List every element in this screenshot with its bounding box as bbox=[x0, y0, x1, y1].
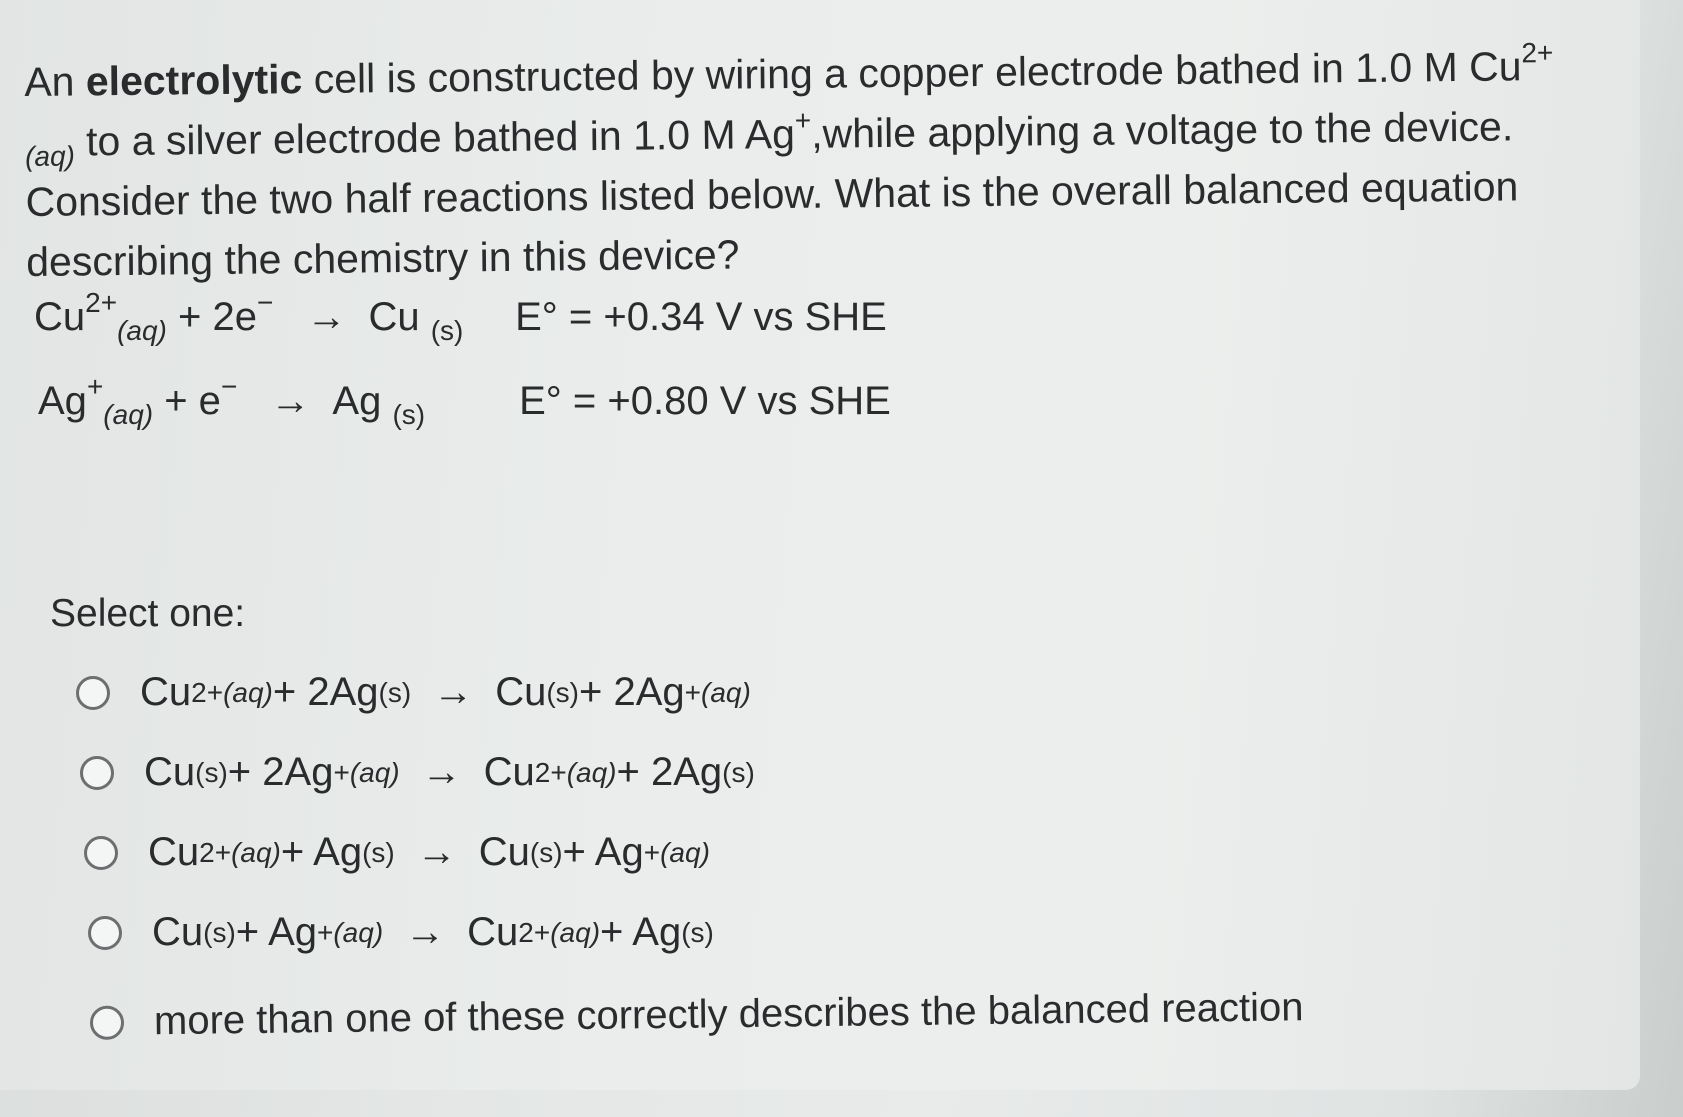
standard-potential: E° = +0.34 V vs SHE bbox=[515, 295, 887, 339]
question-bold-term: electrolytic bbox=[85, 56, 303, 105]
ion-charge: 2+ bbox=[1521, 36, 1554, 69]
radio-button[interactable] bbox=[84, 836, 118, 870]
reactant: + 2e bbox=[166, 295, 257, 339]
arrow-icon: → bbox=[433, 670, 474, 714]
species: Cu bbox=[478, 830, 530, 874]
standard-potential: E° = +0.80 V vs SHE bbox=[519, 379, 891, 423]
state-label: (aq) bbox=[24, 140, 76, 172]
radio-button[interactable] bbox=[76, 676, 110, 710]
radio-button[interactable] bbox=[90, 1005, 124, 1039]
answer-option-3[interactable]: Cu 2+ (aq) + Ag (s) → Cu (s) + Ag + (aq) bbox=[84, 830, 710, 875]
arrow-icon: → bbox=[270, 379, 311, 423]
arrow-icon: → bbox=[306, 295, 347, 339]
answer-option-label: more than one of these correctly describes the balanced reaction bbox=[153, 985, 1304, 1044]
species: Cu bbox=[148, 830, 200, 874]
select-one-label: Select one: bbox=[50, 592, 246, 635]
arrow-icon: → bbox=[416, 830, 457, 874]
electron-charge: − bbox=[220, 371, 238, 402]
product: Ag bbox=[332, 379, 393, 423]
answer-option-1[interactable]: Cu 2+ (aq) + 2Ag (s) → Cu (s) + 2Ag + (aq) bbox=[76, 670, 751, 715]
state-label: (s) bbox=[430, 315, 464, 346]
arrow-icon: → bbox=[421, 750, 462, 794]
species: Cu bbox=[152, 910, 204, 954]
question-text-part: ,while applying a voltage to the device. Consider the two half reactions listed below. What is the overall balanced equation describing the chemistry in this device? bbox=[25, 103, 1519, 285]
species: Cu bbox=[495, 670, 547, 714]
species: Cu bbox=[140, 670, 192, 714]
question-text-part: cell is constructed by wiring a copper electrode bathed in 1.0 M Cu bbox=[302, 43, 1522, 103]
species: + Ag bbox=[562, 830, 644, 874]
ion-charge: + bbox=[86, 371, 104, 402]
question-text bbox=[24, 36, 1586, 292]
species: Cu bbox=[483, 750, 535, 794]
species: + 2Ag bbox=[578, 670, 685, 714]
ion-charge: + bbox=[794, 104, 812, 136]
species: + Ag bbox=[600, 910, 682, 954]
electron-charge: − bbox=[256, 287, 274, 318]
species: + Ag bbox=[280, 830, 363, 874]
radio-button[interactable] bbox=[88, 916, 122, 950]
species: + Ag bbox=[235, 910, 317, 954]
question-text-part: to a silver electrode bathed in 1.0 M Ag bbox=[74, 110, 796, 165]
answer-option-4[interactable]: Cu (s) + Ag + (aq) → Cu 2+ (aq) + Ag (s) bbox=[88, 910, 714, 955]
half-reaction-equation bbox=[34, 287, 504, 346]
species: + 2Ag bbox=[272, 670, 379, 714]
species: Ag bbox=[38, 379, 87, 423]
species: Cu bbox=[144, 750, 196, 794]
question-text-part: An bbox=[24, 58, 87, 105]
answer-option-2[interactable]: Cu (s) + 2Ag + (aq) → Cu 2+ (aq) + 2Ag (s) bbox=[80, 750, 755, 795]
species: + 2Ag bbox=[616, 750, 723, 794]
species: + 2Ag bbox=[227, 750, 334, 794]
half-reaction-silver bbox=[38, 371, 891, 430]
species: Cu bbox=[34, 295, 86, 339]
state-label: (s) bbox=[392, 399, 426, 430]
state-label: (aq) bbox=[103, 399, 154, 430]
reactant: + e bbox=[153, 379, 221, 423]
species: Cu bbox=[467, 910, 519, 954]
radio-button[interactable] bbox=[80, 756, 114, 790]
half-reaction-copper bbox=[34, 287, 887, 346]
half-reaction-equation bbox=[38, 371, 508, 430]
state-label: (aq) bbox=[117, 315, 167, 346]
ion-charge: 2+ bbox=[85, 287, 118, 318]
product: Cu bbox=[368, 295, 431, 339]
answer-option-5[interactable] bbox=[90, 985, 1304, 1045]
arrow-icon: → bbox=[405, 910, 446, 954]
